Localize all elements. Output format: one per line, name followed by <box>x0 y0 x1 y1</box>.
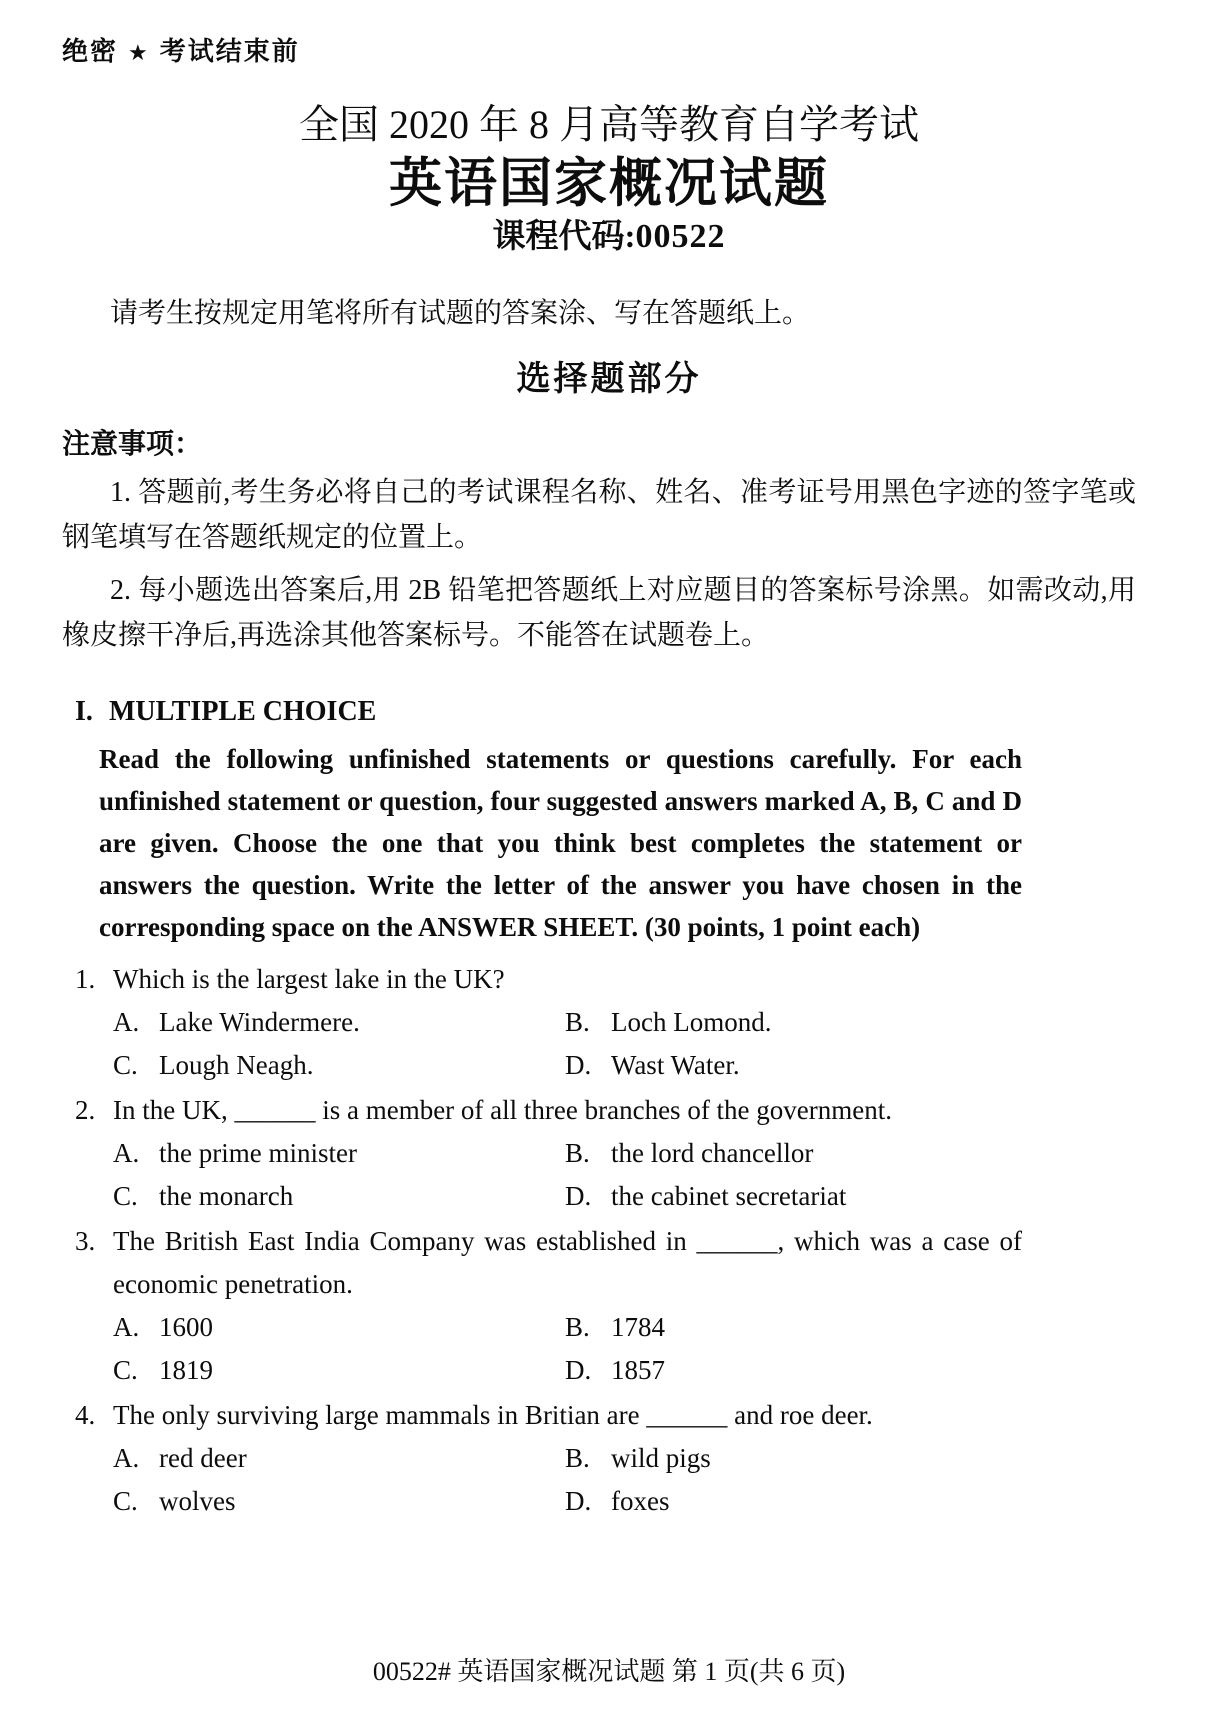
option-text: foxes <box>611 1486 670 1516</box>
option-label: D. <box>565 1486 592 1516</box>
option-grid <box>113 1132 1156 1218</box>
option-label: A. <box>113 1312 140 1342</box>
option-a <box>113 1306 565 1349</box>
option-label: B. <box>565 1443 590 1473</box>
question-number: 3. <box>75 1226 96 1256</box>
question-4 <box>62 1394 1156 1523</box>
question-3 <box>62 1220 1156 1392</box>
option-label: C. <box>113 1050 138 1080</box>
course-code <box>62 216 1156 258</box>
option-label: C. <box>113 1355 138 1385</box>
option-label: D. <box>565 1355 592 1385</box>
question-number: 2. <box>75 1095 96 1125</box>
option-label: D. <box>565 1181 592 1211</box>
option-d <box>565 1480 1156 1523</box>
option-text: red deer <box>159 1443 247 1473</box>
section-number: I. <box>75 696 93 727</box>
option-text: Lough Neagh. <box>159 1050 314 1080</box>
question-text: The only surviving large mammals in Britian are ______ and roe deer. <box>113 1400 873 1430</box>
note-item-1: 1. 答题前,考生务必将自己的考试课程名称、姓名、准考证号用黑色字迹的签字笔或钢笔填写在答题纸规定的位置上。 <box>62 477 1136 553</box>
option-c <box>113 1480 565 1523</box>
question-text: In the UK, ______ is a member of all three branches of the government. <box>113 1095 893 1125</box>
option-text: 1819 <box>159 1355 213 1385</box>
exam-session-title: 全国 2020 年 8 月高等教育自学考试 <box>299 102 919 147</box>
question-text: Which is the largest lake in the UK? <box>113 964 505 994</box>
question-2 <box>62 1089 1156 1218</box>
section-heading-multiple-choice <box>75 694 1156 730</box>
section-instructions: Read the following unfinished statements or questions carefully. For each unfinished statement or question, four suggested answers marked A, B, C and D are given. Choose the one that you think best completes the statement or answers the question. Write the letter of the answer you have chosen in the corresponding space on the ANSWER SHEET. (30 points, 1 point each) <box>99 744 1022 942</box>
option-a <box>113 1132 565 1175</box>
option-text: the monarch <box>159 1181 294 1211</box>
option-c <box>113 1175 565 1218</box>
option-label: A. <box>113 1007 140 1037</box>
notes-heading: 注意事项： <box>62 428 203 459</box>
course-code-label: 课程代码: <box>492 219 636 255</box>
option-label: A. <box>113 1443 140 1473</box>
note-item-2: 2. 每小题选出答案后,用 2B 铅笔把答题纸上对应题目的答案标号涂黑。如需改动,用橡皮擦干净后,再选涂其他答案标号。不能答在试题卷上。 <box>62 575 1136 651</box>
question-row <box>75 1220 1022 1306</box>
page-footer: 00522# 英语国家概况试题 第 1 页(共 6 页) <box>372 1657 846 1686</box>
secrecy-label: 绝密 <box>62 36 119 66</box>
option-a <box>113 1437 565 1480</box>
option-grid <box>113 1001 1156 1087</box>
option-label: B. <box>565 1138 590 1168</box>
option-c <box>113 1044 565 1087</box>
question-row <box>75 958 1022 1001</box>
option-label: A. <box>113 1138 140 1168</box>
paper-title: 英语国家概况试题 <box>389 155 829 213</box>
section-title: MULTIPLE CHOICE <box>109 696 377 727</box>
question-row <box>75 1089 1022 1132</box>
option-c <box>113 1349 565 1392</box>
question-number: 4. <box>75 1400 96 1430</box>
option-label: D. <box>565 1050 592 1080</box>
option-label: C. <box>113 1181 138 1211</box>
question-number: 1. <box>75 964 96 994</box>
option-b <box>565 1132 1156 1175</box>
option-grid <box>113 1437 1156 1523</box>
option-label: C. <box>113 1486 138 1516</box>
option-text: wild pigs <box>611 1443 711 1473</box>
star-icon: ★ <box>128 40 150 65</box>
option-label: B. <box>565 1007 590 1037</box>
option-d <box>565 1349 1156 1392</box>
option-text: the lord chancellor <box>611 1138 814 1168</box>
option-a <box>113 1001 565 1044</box>
secrecy-header <box>62 36 1156 68</box>
option-b <box>565 1001 1156 1044</box>
option-d <box>565 1175 1156 1218</box>
question-row <box>75 1394 1022 1437</box>
option-b <box>565 1306 1156 1349</box>
option-text: the prime minister <box>159 1138 357 1168</box>
option-text: 1784 <box>611 1312 665 1342</box>
option-text: wolves <box>159 1486 236 1516</box>
option-b <box>565 1437 1156 1480</box>
course-code-value: 00522 <box>635 218 726 255</box>
option-text: the cabinet secretariat <box>611 1181 847 1211</box>
option-grid <box>113 1306 1156 1392</box>
question-text: The British East India Company was established in ______, which was a case of economic penetration. <box>113 1226 1022 1299</box>
option-d <box>565 1044 1156 1087</box>
answer-sheet-instruction: 请考生按规定用笔将所有试题的答案涂、写在答题纸上。 <box>110 298 811 329</box>
question-list <box>62 958 1156 1523</box>
option-label: B. <box>565 1312 590 1342</box>
secrecy-timing-label: 考试结束前 <box>159 36 300 66</box>
option-text: 1600 <box>159 1312 213 1342</box>
option-text: 1857 <box>611 1355 665 1385</box>
part-title: 选择题部分 <box>516 360 702 398</box>
option-text: Lake Windermere. <box>159 1007 360 1037</box>
option-text: Wast Water. <box>611 1050 740 1080</box>
option-text: Loch Lomond. <box>611 1007 772 1037</box>
question-1 <box>62 958 1156 1087</box>
